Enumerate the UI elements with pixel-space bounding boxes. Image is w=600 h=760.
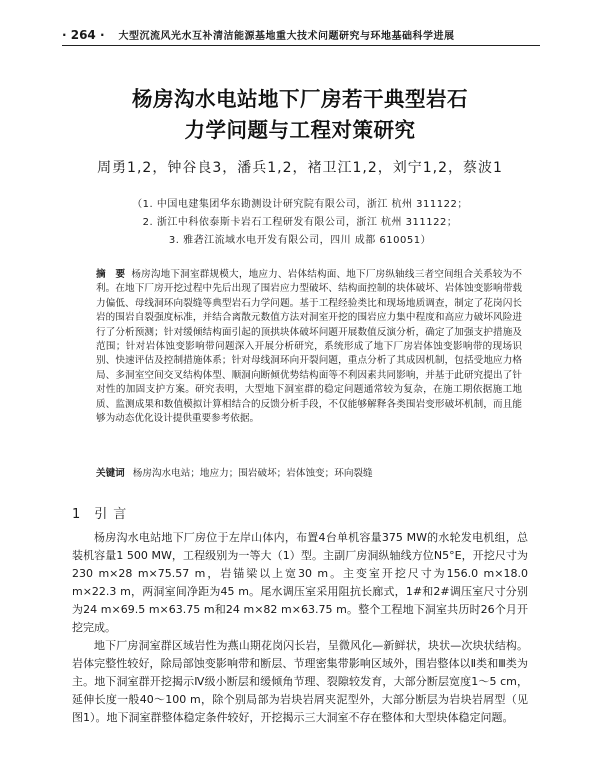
running-title: 大型沉流风光水互补清洁能源基地重大技术问题研究与环地基础科学进展 (118, 31, 455, 42)
affiliation-1: （1. 中国电建集团华东勘测设计研究院有限公司，浙江 杭州 311122； (132, 199, 468, 210)
paper-title-line-1: 杨房沟水电站地下厂房若干典型岩石 (132, 87, 468, 111)
author-list: 周勇1,2，钟谷良3，潘兵1,2，褚卫江1,2，刘宁1,2，蔡波1 (97, 160, 503, 176)
body-paragraph-1: 杨房沟水电站地下厂房位于左岸山体内，布置4台单机容量375 MW的水轮发电机组，总装机容量1 500 MW，工程级别为一等大（1）型。主副厂房洞纵轴线方位N5°E，开挖尺寸为230 m×28 m×75.57 m，岩锚梁以上宽30 m。主变室开挖尺寸为156.0 m×18.0 m×22.3 m，两洞室间净距为45 m。尾水调压室采用阻抗长廊式，1#和2#调压室尺寸分别为24 m×69.5 m×63.75 m和24 m×82 m×63.75 m。整个工程地下洞室共历时26个月开挖完成。 (72, 531, 528, 634)
abstract (96, 268, 522, 426)
keywords (96, 465, 522, 479)
section-title: 引言 (94, 507, 133, 522)
section-heading (72, 503, 132, 522)
keywords-label: 关键词 (96, 468, 125, 479)
abstract-text: 杨房沟地下洞室群规模大，地应力、岩体结构面、地下厂房纵轴线三者空间组合关系较为不利。在地下厂房开挖过程中先后出现了围岩应力型破坏、结构面控制的块体破坏、岩体蚀变影响带载力偏低、母线洞环向裂缝等典型岩石力学问题。基于工程经验类比和现场地质调查，制定了花岗闪长岩的围岩自裂强度标准，并结合离散元数值方法对洞室开挖的围岩应力集中程度和高应力破坏风险进行了分析预测；针对缓倾结构面引起的顶拱块体破坏问题开展数值反演分析，确定了加强支护措施及范围；针对岩体蚀变影响带问题深入开展分析研究，系统形成了地下厂房岩体蚀变影响带的现场识别、快速评估及控制措施体系；针对母线洞环向开裂问题，重点分析了其成因机制，包括受地应力格局、多洞室空间交叉结构体型、顺洞向断倾优势结构面等不利因素共同影响，并基于此研究提出了针对性的加固支护方案。研究表明，大型地下洞室群的稳定问题通常较为复杂，在施工期依据施工地质、监测成果和数值模拟计算相结合的反馈分析手段，不仅能够解释各类围岩变形破坏机制，而且能够为动态优化设计提供重要参考依据。 (96, 269, 523, 425)
affiliation-3: 3. 雅砻江流域水电开发有限公司，四川 成都 610051） (168, 235, 432, 246)
page-number: · 264 · (62, 28, 105, 42)
paper-title-line-2: 力学问题与工程对策研究 (184, 118, 416, 142)
section-number: 1 (72, 507, 81, 522)
abstract-label: 摘 要 (96, 269, 126, 280)
running-header (62, 26, 540, 46)
body-paragraph-2: 地下厂房洞室群区域岩性为燕山期花岗闪长岩，呈微风化—新鲜状，块状—次块状结构。岩体完整性较好，除局部蚀变影响带和断层、节理密集带影响区域外，围岩整体以Ⅱ类和Ⅲ类为主。地下洞室群开挖揭示Ⅳ级小断层和缓倾角节理、裂隙较发育，大部分断层宽度1～5 cm，延伸长度一般40～100 m，除个别局部为岩块岩屑夹泥型外，大部分断层为岩块岩屑型（见图1）。地下洞室群整体稳定条件较好，开挖揭示三大洞室不存在整体和大型块体稳定问题。 (72, 639, 528, 724)
affiliation-2: 2. 浙江中科依泰斯卡岩石工程研发有限公司，浙江 杭州 311122； (142, 217, 458, 228)
keywords-text: 杨房沟水电站；地应力；围岩破坏；岩体蚀变；环向裂缝 (132, 468, 373, 479)
